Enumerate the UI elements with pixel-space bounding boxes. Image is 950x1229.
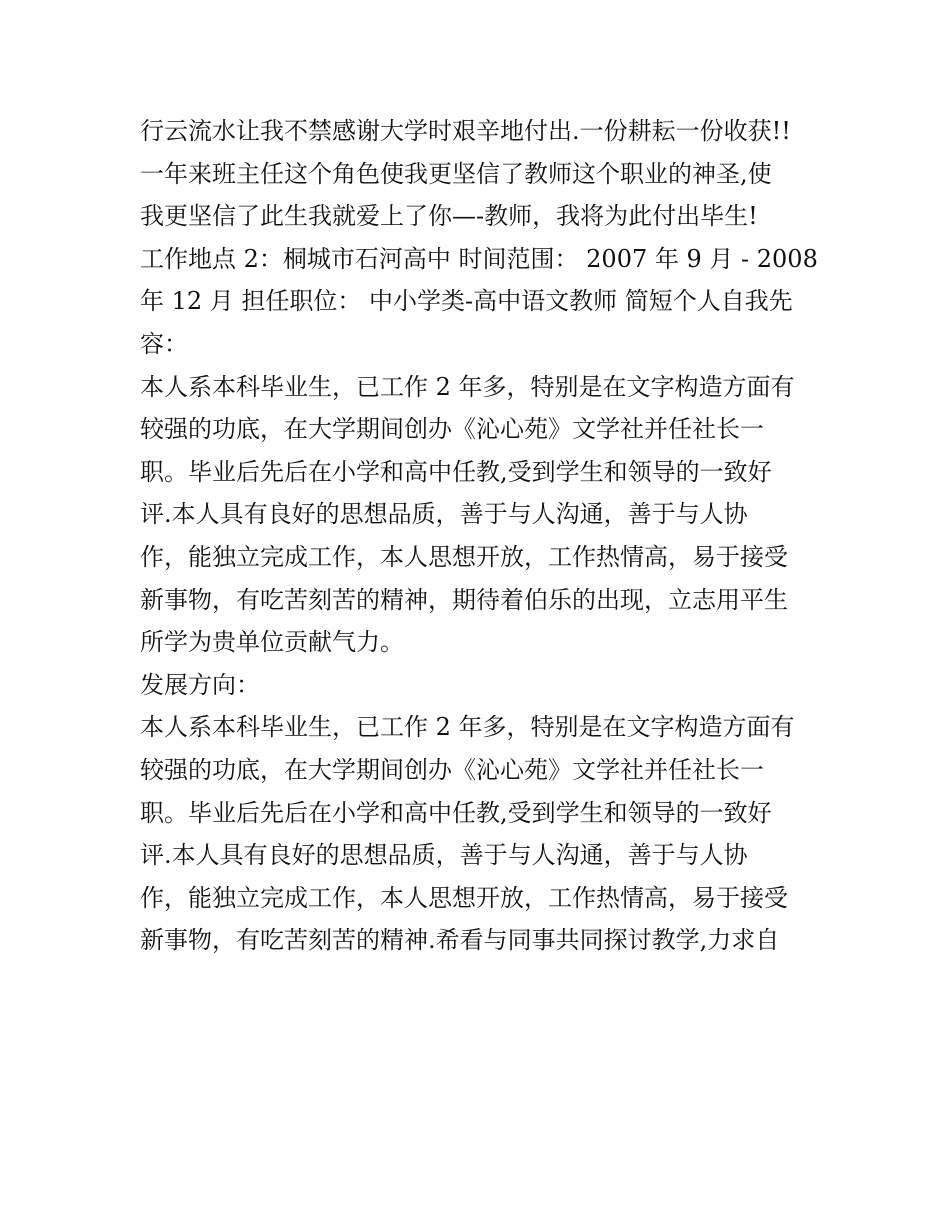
- text-line: 我更坚信了此生我就爱上了你—-教师，我将为此付出毕生!: [140, 202, 758, 231]
- text-line: 新事物，有吃苦刻苦的精神，期待着伯乐的出现，立志用平生: [140, 585, 788, 614]
- text-line: 评.本人具有良好的思想品质，善于与人沟通，善于与人协: [140, 500, 748, 529]
- body-text: [140, 110, 820, 962]
- text-line: 作，能独立完成工作，本人思想开放，工作热情高，易于接受: [140, 883, 788, 912]
- text-line: 职。毕业后先后在小学和高中任教,受到学生和领导的一致好: [140, 798, 772, 827]
- text-line: 本人系本科毕业生，已工作 2 年多，特别是在文字构造方面有: [140, 372, 795, 401]
- text-line: 一年来班主任这个角色使我更坚信了教师这个职业的神圣,使: [140, 159, 772, 188]
- text-line: 评.本人具有良好的思想品质，善于与人沟通，善于与人协: [140, 841, 748, 870]
- text-line: 工作地点 2：桐城市石河高中 时间范围： 2007 年 9 月 - 2008: [140, 244, 818, 273]
- text-line: 所学为贵单位贡献气力。: [140, 628, 404, 657]
- text-line: 本人系本科毕业生，已工作 2 年多，特别是在文字构造方面有: [140, 713, 795, 742]
- text-line: 行云流水让我不禁感谢大学时艰辛地付出.一份耕耘一份收获!!: [140, 117, 791, 145]
- text-line: 职。毕业后先后在小学和高中任教,受到学生和领导的一致好: [140, 457, 772, 486]
- text-line: 较强的功底，在大学期间创办《沁心苑》文学社并任社长一: [140, 755, 764, 784]
- text-line: 新事物，有吃苦刻苦的精神.希看与同事共同探讨教学,力求自: [140, 926, 780, 955]
- section-heading: 发展方向：: [140, 670, 260, 699]
- text-line: 作，能独立完成工作，本人思想开放，工作热情高，易于接受: [140, 542, 788, 571]
- text-line: 容：: [140, 329, 188, 358]
- text-line: 年 12 月 担任职位： 中小学类-高中语文教师 简短个人自我先: [140, 287, 793, 316]
- text-line: 较强的功底，在大学期间创办《沁心苑》文学社并任社长一: [140, 415, 764, 444]
